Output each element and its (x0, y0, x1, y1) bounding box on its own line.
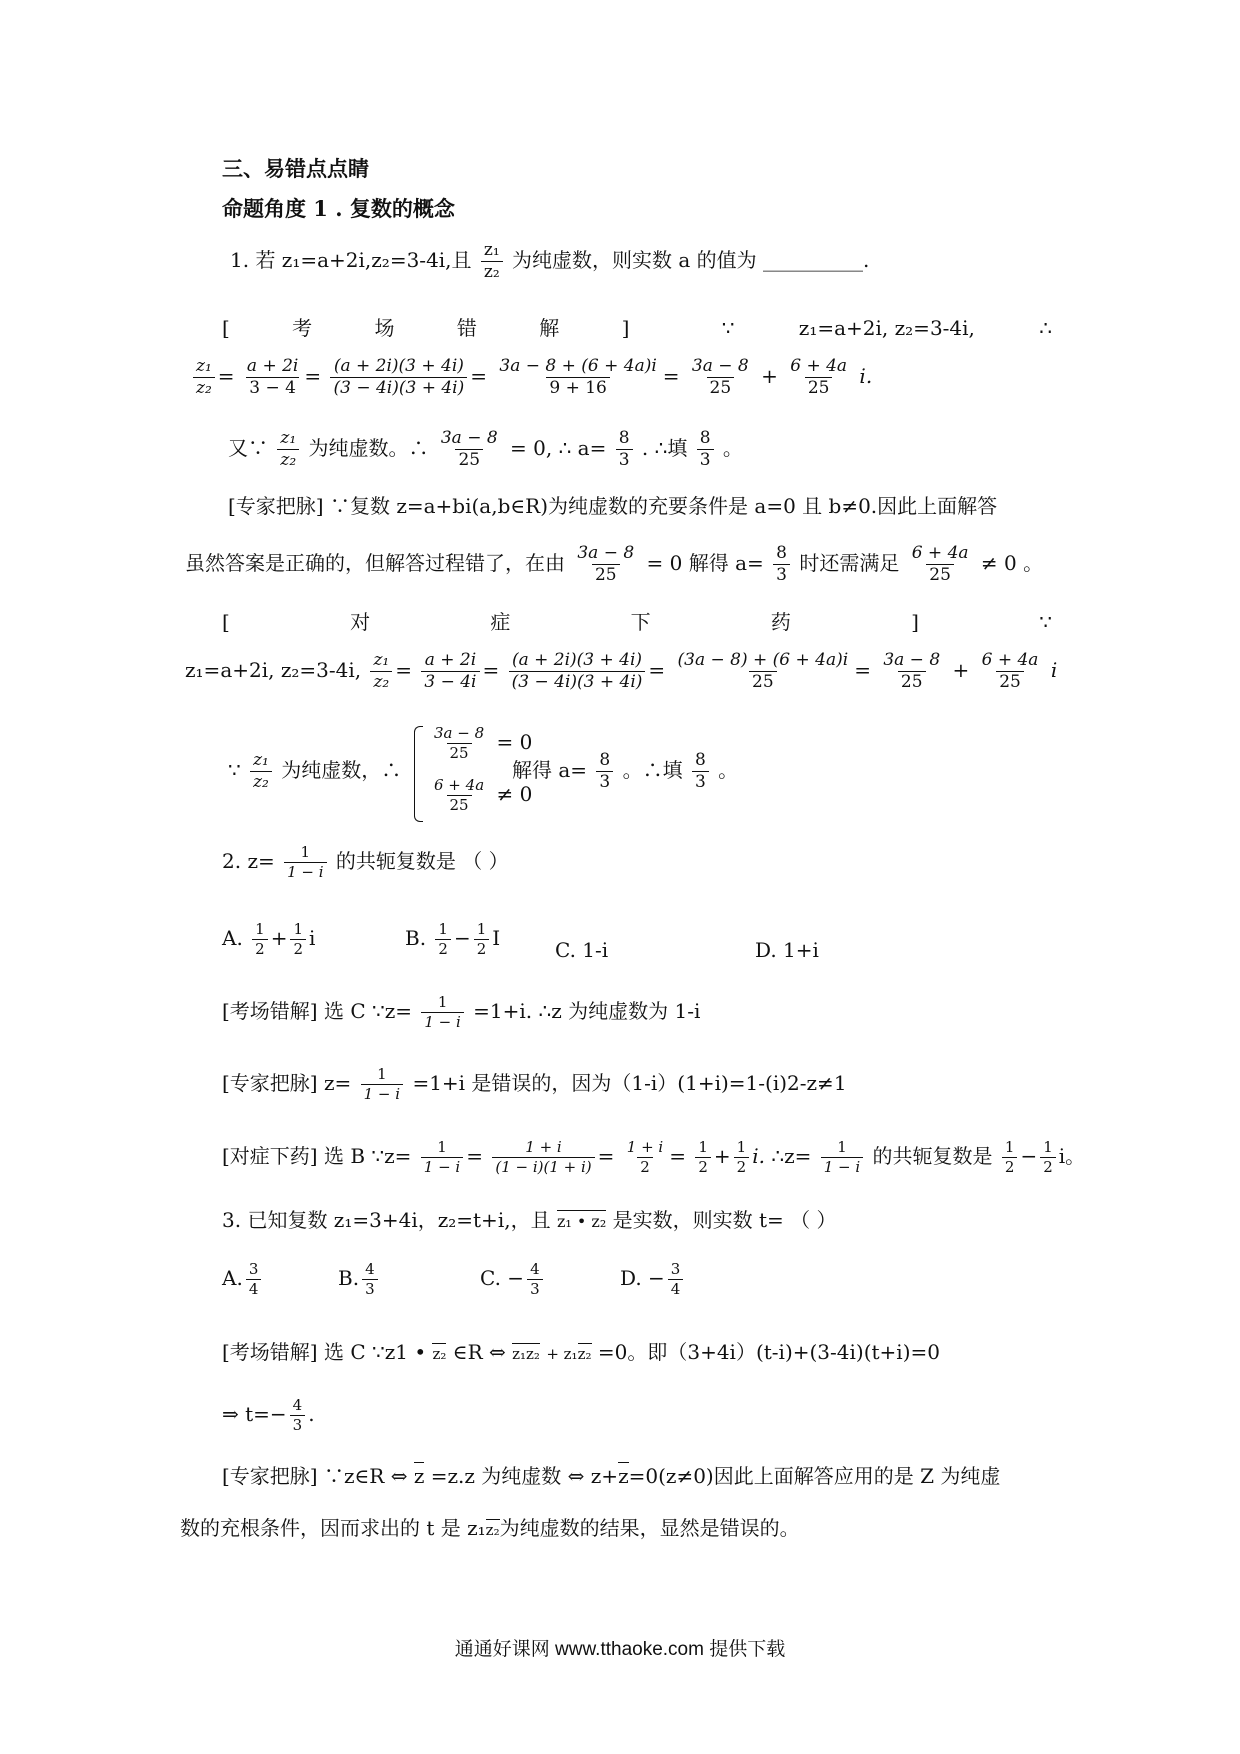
option-a: A. $\frac{1}{2}$ + $\frac{1}{2}$ i (222, 920, 316, 958)
equation-1: $\frac{\text{z₁}}{\text{z₂}}$ = $\frac{a + 2i}{3 - 4}$ = $\frac{(a + 2i)(3 + 4i)}{(3 - 4i)(3 + 4i)}$ = $\frac{3a - 8 + (6 + 4a)i}{9 + 16}$ = $\frac{3a - 8}{25}$ + $\frac{6 + 4a}{25}$ i. (190, 358, 872, 397)
kc-conclusion: 又∵ $\frac{\text{z₁}}{\text{z₂}}$ 为纯虚数。∴ $\frac{3a - 8}{25}$ = 0, ∴ a= $\frac{8}{3}$ . ∴填 $\frac{8}{3}$ 。 (228, 428, 743, 470)
p3-expert-line-2: 数的充根条件，因而求出的 t 是 z₁z₂为纯虚数的结果，显然是错误的。 (180, 1516, 800, 1540)
option-c: C. 1-i (555, 938, 609, 962)
system-brace (414, 726, 423, 822)
kc-given: z₁=a+2i, z₂=3-4i, (798, 316, 975, 340)
option-d: D. 1+i (755, 938, 819, 962)
q1-suffix: 为纯虚数，则实数 a 的值为 (512, 248, 757, 272)
p3-option-a: A. $\frac{3}{4}$ (222, 1262, 264, 1297)
problem-1-question (230, 242, 869, 281)
answer-blank: __________. (763, 248, 870, 272)
system-eq-1: $\frac{3a - 8}{25}$ = 0 (434, 724, 533, 762)
p2-kc-line: [考场错解] 选 C ∵z= $\frac{1}{1 - i}$ =1+i. ∴z 为纯虚数为 1-i (222, 993, 701, 1031)
problem-2-question: 2. z= $\frac{1}{1 - i}$ 的共轭复数是 （ ） (222, 843, 509, 881)
equation-2: z₁=a+2i, z₂=3-4i, $\frac{\text{z₁}}{\text{z₂}}$ = $\frac{a + 2i}{3 - 4i}$ = $\frac{(a + 2i)(3 + 4i)}{(3 - 4i)(3 + 4i)}$ = $\frac{(3a - 8) + (6 + 4a)i}{25}$ = $\frac{3a - 8}{25}$ + $\frac{6 + 4a}{25}$ i (185, 650, 1058, 692)
kc-line-1 (222, 318, 1052, 338)
p3-option-c: C. − $\frac{4}{3}$ (480, 1262, 546, 1297)
conjugate-product: z₁ • z₂ (556, 1212, 607, 1231)
p3-option-d: D. − $\frac{3}{4}$ (620, 1262, 686, 1297)
section-heading: 三、易错点点睛 (222, 156, 369, 181)
problem-3-question: 3. 已知复数 z₁=3+4i，z₂=t+i,，且 z₁ • z₂ 是实数，则实数 t= （ ） (222, 1208, 837, 1232)
expert-line-2: 虽然答案是正确的，但解答过程错了，在由 $\frac{3a - 8}{25}$ = 0 解得 a= $\frac{8}{3}$ 时还需满足 $\frac{6 + 4a}{25}$ ≠ 0 。 (185, 543, 1044, 585)
p2-expert-line: [专家把脉] z= $\frac{1}{1 - i}$ =1+i 是错误的，因为（1-i）(1+i)=1-(i)2-z≠1 (222, 1065, 847, 1103)
p3-kc-result: ⇒ t=− $\frac{4}{3}$ . (222, 1396, 315, 1434)
option-b: B. $\frac{1}{2}$ − $\frac{1}{2}$ I (405, 920, 501, 958)
subsection-heading: 命题角度 1 . 复数的概念 (222, 196, 455, 221)
kc-bracket: [ 考 场 错 解 ] (222, 316, 658, 340)
system-prefix: ∵ $\frac{\text{z₁}}{\text{z₂}}$ 为纯虚数，∴ (228, 750, 402, 792)
p3-option-b: B. $\frac{4}{3}$ (338, 1262, 381, 1297)
p3-expert-line-1: [专家把脉] ∵z∈R ⇔ z =z.z 为纯虚数 ⇔ z+z=0(z≠0)因此上面解答应用的是 Z 为纯虚 (222, 1464, 1001, 1488)
q1-prefix: 1. 若 z₁=a+2i,z₂=3-4i,且 (230, 248, 472, 272)
expert-line-1: [专家把脉] ∵复数 z=a+bi(a,b∈R)为纯虚数的充要条件是 a=0 且 b≠0.因此上面解答 (228, 494, 998, 518)
p3-kc-line: [考场错解] 选 C ∵z1 • z₂ ∈R ⇔ z₁z₂ + z₁z₂ =0。即（3+4i）(t-i)+(3-4i)(t+i)=0 (222, 1340, 940, 1364)
therefore-symbol: ∴ (1039, 316, 1052, 340)
dz-line-1: [ 对 症 下 药 ] ∵ (222, 610, 1052, 634)
p2-dz-line: [对症下药] 选 B ∵z= $\frac{1}{1 - i}$ = $\frac{1 + i}{(1 - i)(1 + i)}$ = $\frac{1 + i}{2}$ = $\frac{1}{2}$ + $\frac{1}{2}$ i. ∴z= $\frac{1}{1 - i}$ 的共轭复数是 $\frac{1}{2}$ − $\frac{1}{2}$ i。 (222, 1138, 1086, 1176)
q1-fraction: $\frac{\text{z₁}}{\text{z₂}}$ (481, 242, 503, 281)
because-symbol: ∵ (721, 316, 735, 340)
page-footer: 通通好课网 www.tthaoke.com 提供下载 (454, 1639, 786, 1660)
system-eq-2: $\frac{6 + 4a}{25}$ ≠ 0 (434, 776, 533, 814)
system-solution: 解得 a= $\frac{8}{3}$ 。∴填 $\frac{8}{3}$ 。 (512, 750, 739, 792)
